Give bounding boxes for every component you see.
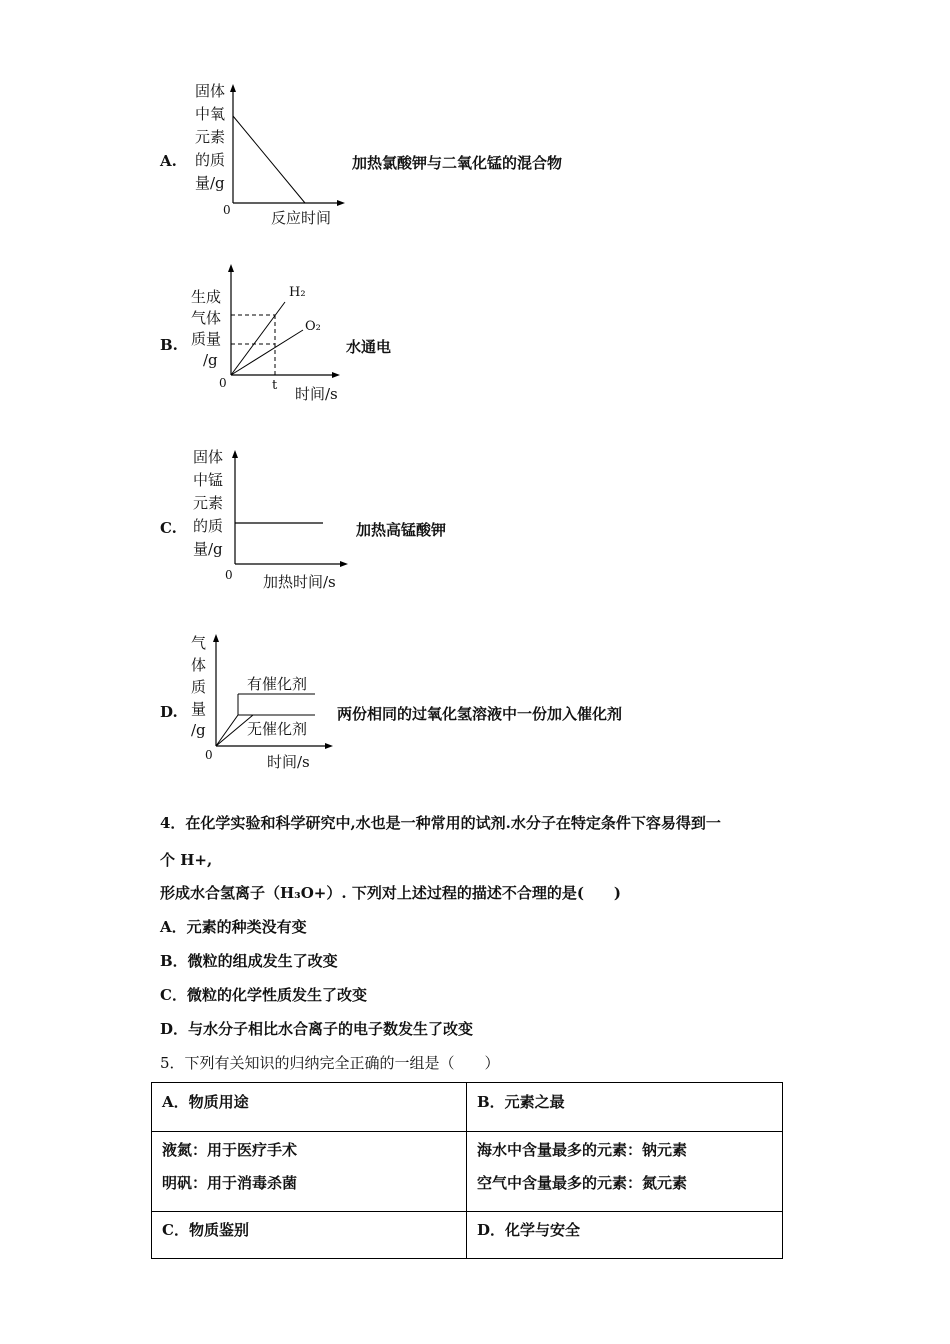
table-row xyxy=(152,1083,783,1132)
option-d-label: D. xyxy=(160,703,178,721)
graph-b-ylabel-1: 生成 xyxy=(191,288,222,306)
graph-d-x-arrow xyxy=(325,743,333,749)
option-b-description: 水通电 xyxy=(346,338,392,356)
table-cell-c-header xyxy=(152,1212,467,1259)
table-row xyxy=(152,1132,783,1212)
question5-stem: 5．下列有关知识的归纳完全正确的一组是（ ） xyxy=(160,1054,500,1072)
graph-c-ylabel-3: 元素 xyxy=(193,494,224,512)
cell-c-header-text: C．物质鉴别 xyxy=(162,1221,249,1239)
question4-line2: 个 H+, xyxy=(160,851,213,869)
graph-a-y-arrow xyxy=(230,84,236,92)
cell-b-line1: 海水中含量最多的元素：钠元素 xyxy=(477,1141,688,1159)
graph-b-o2-line xyxy=(231,330,303,375)
graph-d xyxy=(185,628,340,776)
graph-c-y-arrow xyxy=(232,450,238,458)
graph-b-h2-line xyxy=(231,302,285,375)
graph-a-line xyxy=(233,116,305,203)
graph-c-xlabel: 加热时间/s xyxy=(263,573,336,591)
graph-c-ylabel-2: 中锰 xyxy=(193,471,224,489)
table-row xyxy=(152,1212,783,1259)
graph-c-ylabel-5: 量/g xyxy=(193,540,223,558)
option-c-description: 加热高锰酸钾 xyxy=(356,521,447,539)
cell-d-header-text: D．化学与安全 xyxy=(477,1221,581,1239)
graph-d-ylabel-4: 量 xyxy=(191,700,207,718)
table-cell-a-content xyxy=(152,1132,467,1212)
graph-d-ylabel-5: /g xyxy=(191,721,206,739)
graph-d-ylabel-3: 质 xyxy=(191,678,207,696)
graph-a-ylabel-5: 量/g xyxy=(195,174,225,192)
table-cell-d-header xyxy=(467,1212,783,1259)
graph-b-ylabel-3: 质量 xyxy=(191,330,222,348)
graph-b-tick-t: t xyxy=(272,378,278,393)
graph-b-ylabel-2: 气体 xyxy=(191,309,222,327)
graph-a-xlabel: 反应时间 xyxy=(271,209,332,227)
question5-table xyxy=(151,1082,783,1259)
option-a-description: 加热氯酸钾与二氧化锰的混合物 xyxy=(352,154,563,172)
cell-a-header-text: A．物质用途 xyxy=(162,1093,249,1111)
option-d-description: 两份相同的过氧化氢溶液中一份加入催化剂 xyxy=(337,705,623,723)
cell-b-line2: 空气中含量最多的元素：氮元素 xyxy=(477,1174,688,1192)
question4-line3: 形成水合氢离子（H₃O+）. 下列对上述过程的描述不合理的是( ) xyxy=(160,884,622,902)
graph-d-ylabel-1: 气 xyxy=(191,634,207,652)
question4-line1: 4．在化学实验和科学研究中,水也是一种常用的试剂.水分子在特定条件下容易得到一 xyxy=(160,814,721,832)
question4-option-c: C．微粒的化学性质发生了改变 xyxy=(160,986,367,1004)
graph-c-origin: 0 xyxy=(225,568,233,582)
graph-b-y-arrow xyxy=(228,264,234,272)
table-cell-b-content xyxy=(467,1132,783,1212)
graph-a-origin: 0 xyxy=(223,203,231,217)
graph-d-series-no-catalyst: 无催化剂 xyxy=(247,720,308,738)
graph-d-xlabel: 时间/s xyxy=(267,753,310,771)
table-cell-a-header xyxy=(152,1083,467,1132)
graph-b-x-arrow xyxy=(332,372,340,378)
graph-b-ylabel-4: /g xyxy=(203,351,218,369)
graph-d-series-catalyst: 有催化剂 xyxy=(247,675,308,693)
graph-a-x-arrow xyxy=(337,200,345,206)
cell-a-line1: 液氮：用于医疗手术 xyxy=(162,1141,298,1159)
graph-c-ylabel-1: 固体 xyxy=(193,448,224,466)
graph-b-series-o2: O₂ xyxy=(305,319,321,334)
option-b-label: B. xyxy=(160,336,178,354)
option-a-label: A. xyxy=(160,152,177,170)
graph-d-y-arrow xyxy=(213,634,219,642)
graph-c-ylabel-4: 的质 xyxy=(193,517,224,535)
question4-option-a: A．元素的种类没有变 xyxy=(160,918,307,936)
question4-option-d: D．与水分子相比水合离子的电子数发生了改变 xyxy=(160,1020,474,1038)
graph-b xyxy=(185,260,355,410)
graph-c-x-arrow xyxy=(340,561,348,567)
graph-b-xlabel: 时间/s xyxy=(295,385,338,403)
question4-option-b: B．微粒的组成发生了改变 xyxy=(160,952,338,970)
cell-a-line2: 明矾：用于消毒杀菌 xyxy=(162,1174,298,1192)
graph-b-series-h2: H₂ xyxy=(289,285,306,300)
graph-a-ylabel-3: 元素 xyxy=(195,128,226,146)
table-cell-b-header xyxy=(467,1083,783,1132)
graph-a-ylabel-2: 中氧 xyxy=(195,105,226,123)
option-c-label: C. xyxy=(160,519,177,537)
graph-a xyxy=(185,78,355,233)
graph-d-ylabel-2: 体 xyxy=(191,656,207,674)
graph-d-origin: 0 xyxy=(205,748,213,762)
graph-a-ylabel-4: 的质 xyxy=(195,151,226,169)
cell-b-header-text: B．元素之最 xyxy=(477,1093,565,1111)
graph-c xyxy=(185,444,360,594)
graph-b-origin: 0 xyxy=(219,376,227,390)
graph-a-ylabel-1: 固体 xyxy=(195,82,226,100)
